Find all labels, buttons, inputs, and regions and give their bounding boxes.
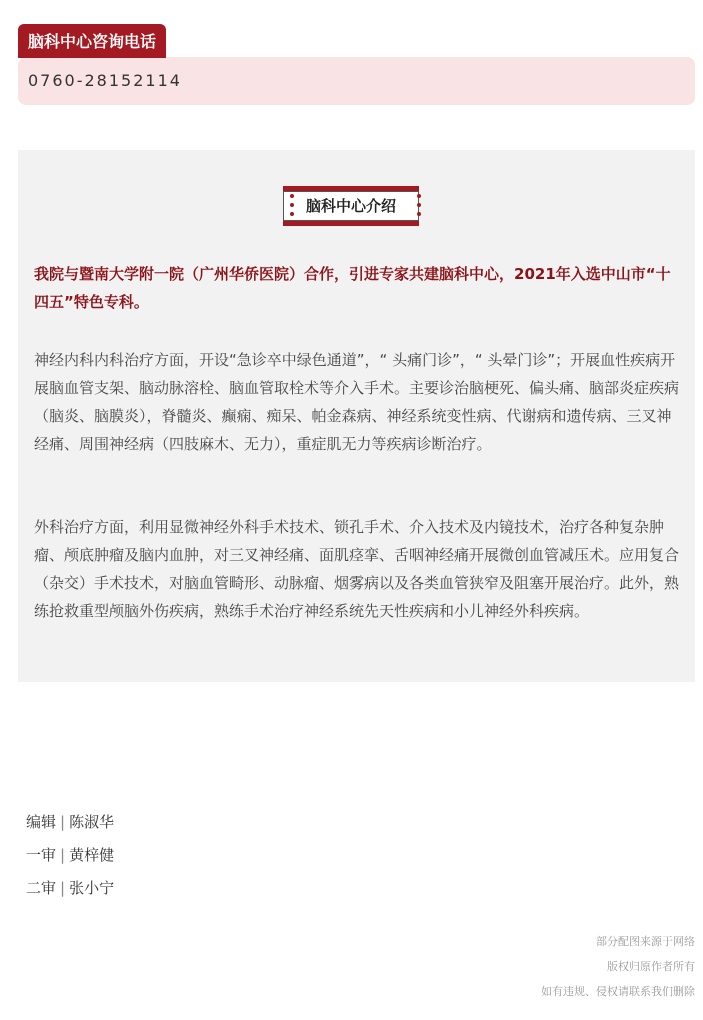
credit-role: 二审 bbox=[26, 879, 57, 897]
credit-second-review bbox=[26, 876, 114, 909]
surgery-paragraph: 外科治疗方面，利用显微神经外科手术技术、锁孔手术、介入技术及内镜技术，治疗各种复杂肿瘤、颅底肿瘤及脑内血肿，对三叉神经痛、面肌痉挛、舌咽神经痛开展微创血管减压术。应用复合（杂交）手术技术，对脑血管畸形、动脉瘤、烟雾病以及各类血管狭窄及阻塞开展治疗。此外，熟练抢救重型颅脑外伤疾病，熟练手术治疗神经系统先天性疾病和小儿神经外科疾病。 bbox=[34, 518, 680, 620]
credit-first-review bbox=[26, 843, 114, 876]
credit-role: 编辑 bbox=[26, 813, 57, 831]
credit-separator: | bbox=[60, 813, 66, 831]
footnote-line: 版权归原作者所有 bbox=[607, 960, 695, 973]
copyright-notice bbox=[541, 930, 695, 1005]
footnote-line: 部分配图来源于网络 bbox=[596, 935, 695, 948]
phone-number[interactable]: 0760-28152114 bbox=[18, 57, 695, 105]
section-title-badge bbox=[283, 186, 429, 226]
title-bar-bottom bbox=[283, 221, 419, 226]
credit-separator: | bbox=[60, 846, 66, 864]
title-dots-right bbox=[417, 194, 422, 221]
phone-label: 脑科中心咨询电话 bbox=[18, 24, 166, 58]
lead-paragraph: 我院与暨南大学附一院（广州华侨医院）合作，引进专家共建脑科中心，2021年入选中山市“十四五”特色专科。 bbox=[34, 265, 671, 311]
credits bbox=[26, 810, 114, 909]
footnote-line: 如有违规、侵权请联系我们删除 bbox=[541, 985, 695, 998]
credit-separator: | bbox=[60, 879, 66, 897]
credit-editor bbox=[26, 810, 114, 843]
section-title: 脑科中心介绍 bbox=[283, 191, 419, 221]
neurology-paragraph: 神经内科内科治疗方面，开设“急诊卒中绿色通道”，“ 头痛门诊”，“ 头晕门诊”；开展血性疾病开展脑血管支架、脑动脉溶栓、脑血管取栓术等介入手术。主要诊治脑梗死、偏头痛、脑部炎症疾病（脑炎、脑膜炎），脊髓炎、癫痫、痴呆、帕金森病、神经系统变性病、代谢病和遗传病、三叉神经痛、周围神经病（四肢麻木、无力），重症肌无力等疾病诊断治疗。 bbox=[34, 351, 680, 453]
credit-name: 陈淑华 bbox=[69, 813, 115, 831]
intro-section bbox=[18, 150, 695, 682]
credit-role: 一审 bbox=[26, 846, 57, 864]
credit-name: 张小宁 bbox=[69, 879, 115, 897]
title-dots-left bbox=[290, 194, 295, 221]
credit-name: 黄梓健 bbox=[69, 846, 115, 864]
